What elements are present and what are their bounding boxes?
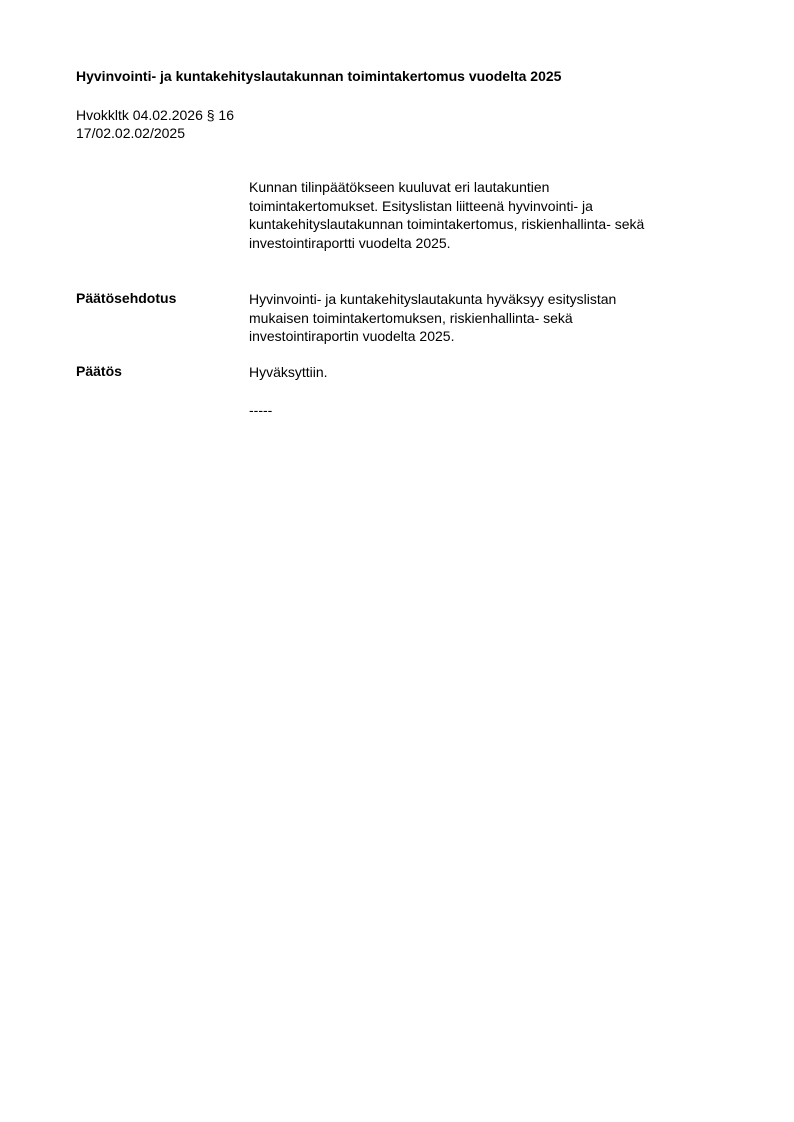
proposal-line: mukaisen toimintakertomuksen, riskienhallinta- sekä: [249, 309, 573, 326]
intro-paragraph: [249, 178, 709, 252]
proposal-label: Päätösehdotus: [76, 290, 177, 306]
document-meta: [76, 106, 234, 142]
document-title: Hyvinvointi- ja kuntakehityslautakunnan toimintakertomus vuodelta 2025: [76, 68, 562, 84]
diary-number: 17/02.02.02/2025: [76, 125, 185, 141]
decision-text: Hyväksyttiin.: [249, 364, 328, 380]
intro-line: Kunnan tilinpäätökseen kuuluvat eri lautakuntien: [249, 179, 550, 195]
meeting-reference: Hvokkltk 04.02.2026 § 16: [76, 107, 234, 123]
intro-line: toimintakertomukset. Esityslistan liitteenä hyvinvointi- ja: [249, 197, 593, 214]
intro-line: kuntakehityslautakunnan toimintakertomus, riskienhallinta- sekä: [249, 216, 645, 232]
proposal-paragraph: [249, 290, 709, 346]
proposal-line: Hyvinvointi- ja kuntakehityslautakunta hyväksyy esityslistan: [249, 291, 617, 307]
end-mark: -----: [249, 402, 273, 418]
intro-line: investointiraportti vuodelta 2025.: [249, 234, 451, 251]
proposal-line: investointiraportin vuodelta 2025.: [249, 328, 455, 344]
decision-label: Päätös: [76, 363, 122, 379]
